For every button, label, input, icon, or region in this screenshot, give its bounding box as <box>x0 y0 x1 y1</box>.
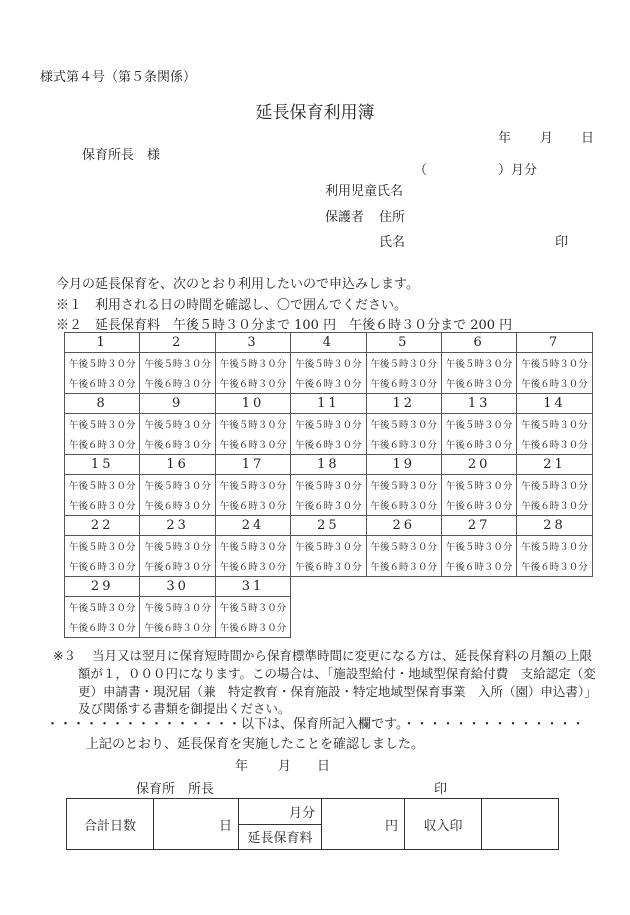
time-slot-1730[interactable]: 午後５時３０分 <box>366 414 441 435</box>
time-slot-1830[interactable]: 午後６時３０分 <box>215 495 290 516</box>
note-3-line: 当月又は翌月に保育短時間から保育標準時間に変更になる方は、延長保育料の月額の上限 <box>92 648 593 663</box>
time-slot-1830[interactable]: 午後６時３０分 <box>65 617 140 638</box>
time-slot-1730[interactable]: 午後５時３０分 <box>65 597 140 618</box>
time-slot-1730[interactable]: 午後５時３０分 <box>65 414 140 435</box>
time-slot-1730[interactable]: 午後５時３０分 <box>517 536 592 557</box>
empty-cell <box>366 597 441 618</box>
time-slot-1830[interactable]: 午後６時３０分 <box>441 556 516 577</box>
note-3-line: 額が１，０００円になります。この場合は、「施設型給付・地域型保育給付費 支給認定（変 <box>78 666 596 681</box>
time-slot-1730[interactable]: 午後５時３０分 <box>517 414 592 435</box>
time-slot-1830[interactable]: 午後６時３０分 <box>215 617 290 638</box>
time-slot-1730[interactable]: 午後５時３０分 <box>140 414 215 435</box>
calendar-day-number: 8 <box>65 394 140 414</box>
empty-cell <box>291 617 366 638</box>
calendar-day-number: 23 <box>140 516 215 536</box>
time-slot-1830[interactable]: 午後６時３０分 <box>291 434 366 455</box>
time-slot-1830[interactable]: 午後６時３０分 <box>366 434 441 455</box>
fee-label: 延長保育料 <box>239 824 322 850</box>
time-slot-1730[interactable]: 午後５時３０分 <box>291 414 366 435</box>
date-month: 月 <box>540 131 554 146</box>
time-slot-1830[interactable]: 午後６時３０分 <box>140 495 215 516</box>
nursery-seal: 印 <box>434 782 448 797</box>
time-slot-1830[interactable]: 午後６時３０分 <box>291 556 366 577</box>
note-3-mark: ※３ <box>53 648 76 663</box>
intro-text: 今月の延長保育を、次のとおり利用したいので申込みします。 <box>56 277 419 292</box>
seal-mark: 印 <box>555 235 569 250</box>
time-slot-1830[interactable]: 午後６時３０分 <box>140 556 215 577</box>
time-slot-1730[interactable]: 午後５時３０分 <box>65 536 140 557</box>
time-slot-1730[interactable]: 午後５時３０分 <box>441 414 516 435</box>
calendar-day-number: 15 <box>65 455 140 475</box>
time-slot-1730[interactable]: 午後５時３０分 <box>517 353 592 374</box>
calendar-day-number: 30 <box>140 577 215 597</box>
time-slot-1830[interactable]: 午後６時３０分 <box>291 495 366 516</box>
confirm-day: 日 <box>317 759 331 774</box>
calendar-day-number: 18 <box>291 455 366 475</box>
time-slot-1730[interactable]: 午後５時３０分 <box>65 475 140 496</box>
calendar-day-number: 1 <box>65 333 140 353</box>
time-slot-1730[interactable]: 午後５時３０分 <box>140 536 215 557</box>
calendar-day-number: 20 <box>441 455 516 475</box>
time-slot-1730[interactable]: 午後５時３０分 <box>441 353 516 374</box>
stamp-label: 収入印 <box>405 799 482 850</box>
calendar-day-number: 7 <box>517 333 592 353</box>
calendar-day-number: 5 <box>366 333 441 353</box>
time-slot-1830[interactable]: 午後６時３０分 <box>65 495 140 516</box>
time-slot-1830[interactable]: 午後６時３０分 <box>441 373 516 394</box>
time-slot-1830[interactable]: 午後６時３０分 <box>517 495 592 516</box>
time-slot-1730[interactable]: 午後５時３０分 <box>65 353 140 374</box>
time-slot-1730[interactable]: 午後５時３０分 <box>140 353 215 374</box>
time-slot-1830[interactable]: 午後６時３０分 <box>215 556 290 577</box>
time-slot-1830[interactable]: 午後６時３０分 <box>366 373 441 394</box>
calendar-day-number: 28 <box>517 516 592 536</box>
time-slot-1830[interactable]: 午後６時３０分 <box>65 373 140 394</box>
confirm-year: 年 <box>235 759 249 774</box>
date-year: 年 <box>498 131 512 146</box>
time-slot-1730[interactable]: 午後５時３０分 <box>366 536 441 557</box>
time-slot-1730[interactable]: 午後５時３０分 <box>215 536 290 557</box>
time-slot-1730[interactable]: 午後５時３０分 <box>291 536 366 557</box>
time-slot-1830[interactable]: 午後６時３０分 <box>291 373 366 394</box>
time-slot-1730[interactable]: 午後５時３０分 <box>441 475 516 496</box>
time-slot-1730[interactable]: 午後５時３０分 <box>140 475 215 496</box>
divider: ・・・・・・・・・・・・・・・以下は、保育所記入欄です。・・・・・・・・・・・・・・ <box>46 717 585 732</box>
confirm-text: 上記のとおり、延長保育を実施したことを確認しました。 <box>86 737 425 752</box>
time-slot-1730[interactable]: 午後５時３０分 <box>140 597 215 618</box>
calendar-day-number: 16 <box>140 455 215 475</box>
calendar-day-number: 13 <box>441 394 516 414</box>
calendar-day-number: 31 <box>215 577 290 597</box>
calendar-day-number: 17 <box>215 455 290 475</box>
note-3-line: 更）申請書・現況届（兼 特定教育・保育施設・特定地域型保育事業 入所（園）申込書）」 <box>78 684 597 699</box>
time-slot-1830[interactable]: 午後６時３０分 <box>517 556 592 577</box>
time-slot-1830[interactable]: 午後６時３０分 <box>65 434 140 455</box>
time-slot-1730[interactable]: 午後５時３０分 <box>441 536 516 557</box>
empty-cell <box>517 577 592 597</box>
addressee: 保育所長 様 <box>82 148 161 163</box>
child-name-label: 利用児童氏名 <box>325 184 404 199</box>
calendar-day-number: 11 <box>291 394 366 414</box>
empty-cell <box>441 617 516 638</box>
form-number: 様式第４号（第５条関係） <box>40 70 197 85</box>
time-slot-1830[interactable]: 午後６時３０分 <box>441 495 516 516</box>
time-slot-1730[interactable]: 午後５時３０分 <box>291 353 366 374</box>
calendar-day-number: 25 <box>291 516 366 536</box>
date-day: 日 <box>581 131 595 146</box>
time-slot-1830[interactable]: 午後６時３０分 <box>366 556 441 577</box>
empty-cell <box>366 617 441 638</box>
name-label: 氏名 <box>379 235 406 250</box>
calendar-day-number: 2 <box>140 333 215 353</box>
summary-table <box>66 798 559 850</box>
address-label: 住所 <box>379 210 406 225</box>
calendar-day-number: 26 <box>366 516 441 536</box>
time-slot-1830[interactable]: 午後６時３０分 <box>140 434 215 455</box>
calendar-day-number: 21 <box>517 455 592 475</box>
calendar-day-number: 9 <box>140 394 215 414</box>
time-slot-1830[interactable]: 午後６時３０分 <box>215 434 290 455</box>
note-1: ※１ 利用される日の時間を確認し、〇で囲んでください。 <box>56 298 408 313</box>
empty-cell <box>517 617 592 638</box>
total-days-label: 合計日数 <box>67 799 154 850</box>
calendar-day-number: 22 <box>65 516 140 536</box>
calendar-day-number: 12 <box>366 394 441 414</box>
calendar-day-number: 24 <box>215 516 290 536</box>
calendar-day-number: 27 <box>441 516 516 536</box>
time-slot-1830[interactable]: 午後６時３０分 <box>517 373 592 394</box>
time-slot-1830[interactable]: 午後６時３０分 <box>517 434 592 455</box>
guardian-label: 保護者 <box>325 210 365 225</box>
empty-cell <box>441 597 516 618</box>
days-unit: 日 <box>154 799 239 850</box>
nursery-head: 保育所 所長 <box>136 782 215 797</box>
stamp-box <box>482 799 559 850</box>
time-slot-1830[interactable]: 午後６時３０分 <box>140 373 215 394</box>
empty-cell <box>291 597 366 618</box>
time-slot-1730[interactable]: 午後５時３０分 <box>215 475 290 496</box>
time-slot-1830[interactable]: 午後６時３０分 <box>215 373 290 394</box>
note-2: ※２ 延長保育料 午後５時３０分まで 100 円 午後６時３０分まで 200 円 <box>56 318 513 333</box>
time-slot-1830[interactable]: 午後６時３０分 <box>366 495 441 516</box>
yen-unit: 円 <box>322 799 405 850</box>
monthly-label: 月分 <box>239 799 322 825</box>
calendar-day-number: 10 <box>215 394 290 414</box>
note-3-line: 及び関係する書類を御提出ください。 <box>78 701 291 716</box>
time-slot-1830[interactable]: 午後６時３０分 <box>140 617 215 638</box>
time-slot-1730[interactable]: 午後５時３０分 <box>366 353 441 374</box>
empty-cell <box>291 577 366 597</box>
time-slot-1730[interactable]: 午後５時３０分 <box>215 353 290 374</box>
calendar-day-number: 4 <box>291 333 366 353</box>
time-slot-1730[interactable]: 午後５時３０分 <box>215 414 290 435</box>
time-slot-1830[interactable]: 午後６時３０分 <box>441 434 516 455</box>
time-slot-1730[interactable]: 午後５時３０分 <box>291 475 366 496</box>
time-slot-1730[interactable]: 午後５時３０分 <box>517 475 592 496</box>
time-slot-1830[interactable]: 午後６時３０分 <box>65 556 140 577</box>
calendar-day-number: 19 <box>366 455 441 475</box>
month-open: （ <box>414 163 428 178</box>
calendar-day-number: 29 <box>65 577 140 597</box>
empty-cell <box>366 577 441 597</box>
calendar-day-number: 14 <box>517 394 592 414</box>
empty-cell <box>517 597 592 618</box>
time-slot-1730[interactable]: 午後５時３０分 <box>215 597 290 618</box>
calendar-day-number: 6 <box>441 333 516 353</box>
calendar-day-number: 3 <box>215 333 290 353</box>
time-slot-1730[interactable]: 午後５時３０分 <box>366 475 441 496</box>
calendar-table <box>64 332 593 638</box>
month-close: ）月分 <box>498 163 538 178</box>
confirm-month: 月 <box>278 759 292 774</box>
empty-cell <box>441 577 516 597</box>
page-title: 延長保育利用簿 <box>255 103 375 123</box>
